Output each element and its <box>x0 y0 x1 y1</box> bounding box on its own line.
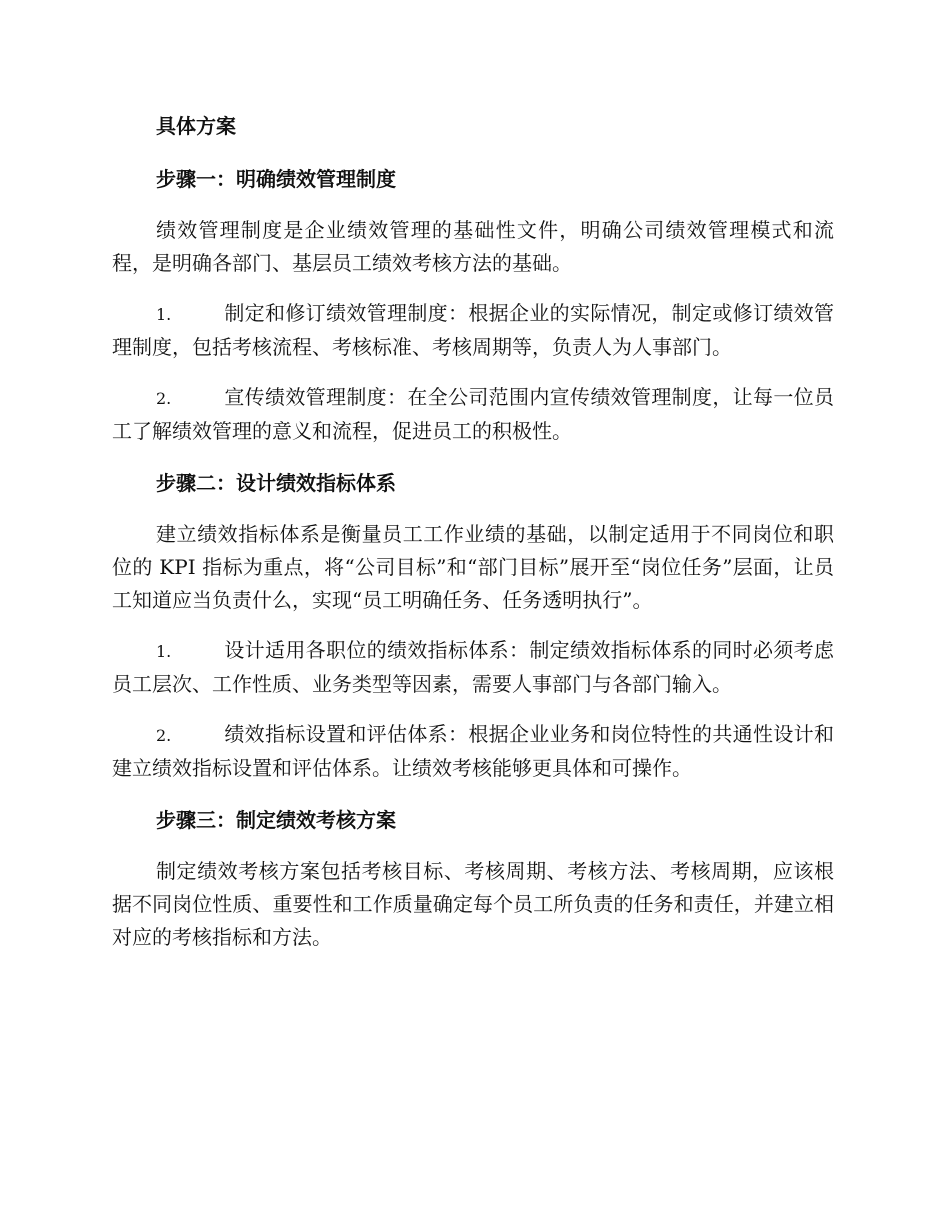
document-page <box>112 108 834 971</box>
section-intro-1: 绩效管理制度是企业绩效管理的基础性文件，明确公司绩效管理模式和流程，是明确各部门、基层员工绩效考核方法的基础。 <box>112 218 834 275</box>
list-item <box>112 634 834 701</box>
section-heading-1: 步骤一：明确绩效管理制度 <box>156 167 396 191</box>
list-item <box>112 297 834 364</box>
document-title: 具体方案 <box>156 114 236 138</box>
list-item <box>112 718 834 785</box>
list-item-text: 宣传绩效管理制度：在全公司范围内宣传绩效管理制度，让每一位员工了解绩效管理的意义和流程，促进员工的积极性。 <box>112 385 834 443</box>
list-item-number: 2. <box>156 726 172 745</box>
section-heading-3: 步骤三：制定绩效考核方案 <box>156 808 396 832</box>
section-intro-3: 制定绩效考核方案包括考核目标、考核周期、考核方法、考核周期，应该根据不同岗位性质、重要性和工作质量确定每个员工所负责的任务和责任，并建立相对应的考核指标和方法。 <box>112 859 834 949</box>
list-item-text: 设计适用各职位的绩效指标体系：制定绩效指标体系的同时必须考虑员工层次、工作性质、业务类型等因素，需要人事部门与各部门输入。 <box>112 638 834 696</box>
list-item-number: 1. <box>156 642 172 661</box>
list-item-number: 1. <box>156 305 172 324</box>
list-item-number: 2. <box>156 389 172 408</box>
section-intro-2: 建立绩效指标体系是衡量员工工作业绩的基础，以制定适用于不同岗位和职位的 KPI 指标为重点，将“公司目标”和“部门目标”展开至“岗位任务”层面，让员工知道应当负责什么，实现“员工明确任务、任务透明执行”。 <box>112 522 834 612</box>
list-item <box>112 381 834 448</box>
list-item-text: 绩效指标设置和评估体系：根据企业业务和岗位特性的共通性设计和建立绩效指标设置和评估体系。让绩效考核能够更具体和可操作。 <box>112 722 834 780</box>
section-heading-2: 步骤二：设计绩效指标体系 <box>156 471 396 495</box>
list-item-text: 制定和修订绩效管理制度：根据企业的实际情况，制定或修订绩效管理制度，包括考核流程、考核标准、考核周期等，负责人为人事部门。 <box>112 301 834 359</box>
